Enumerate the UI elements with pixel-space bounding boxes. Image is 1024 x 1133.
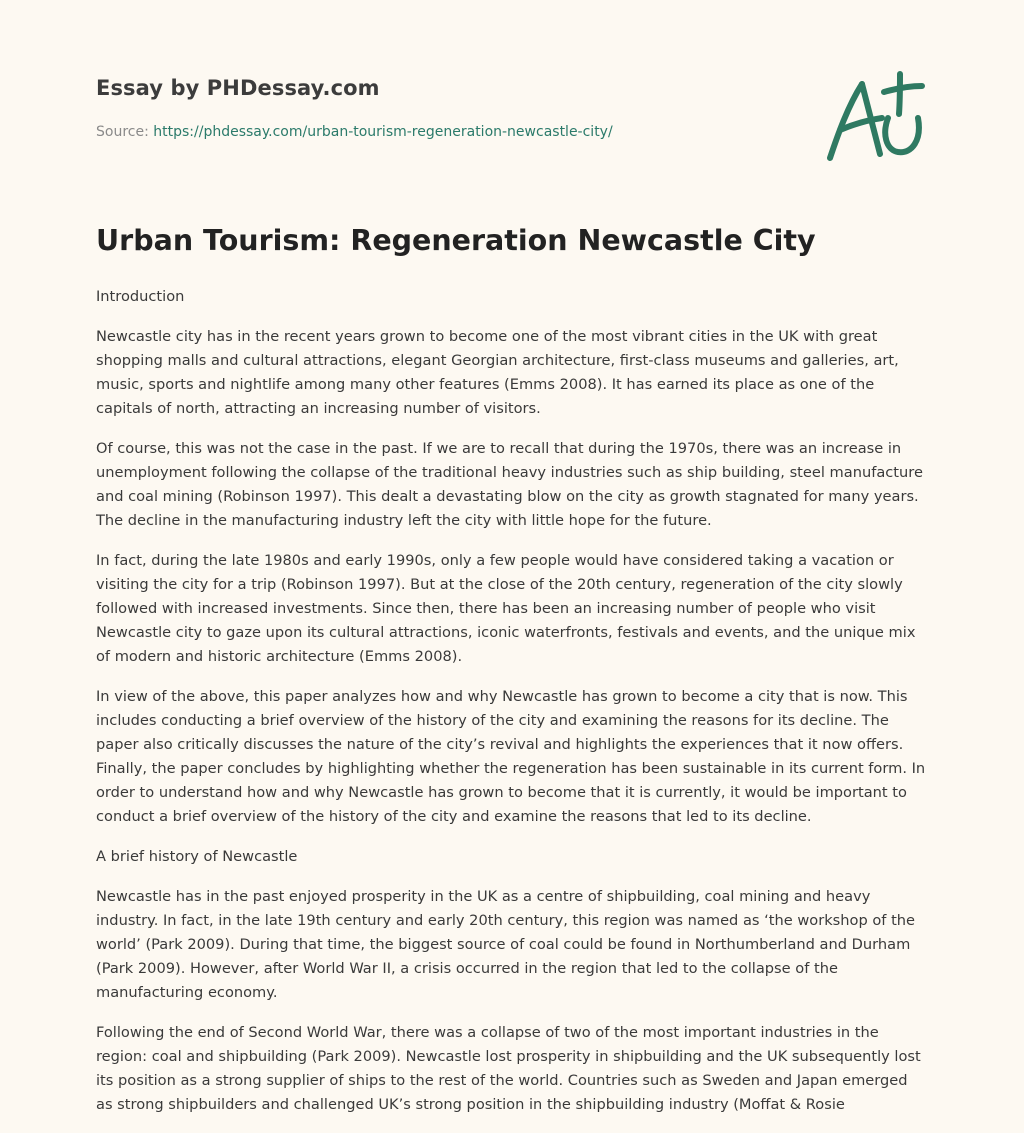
essay-body	[96, 285, 928, 1133]
source-link[interactable]: https://phdessay.com/urban-tourism-regeneration-newcastle-city/	[153, 124, 613, 140]
a-plus-logo-icon	[824, 68, 928, 164]
paragraph: Newcastle city has in the recent years grown to become one of the most vibrant cities in the UK with great shopping malls and cultural attractions, elegant Georgian architecture, first-class museums and galleries, art, music, sports and nightlife among many other features (Emms 2008). It has earned its place as one of the capitals of north, attracting an increasing number of visitors.	[96, 328, 899, 417]
paragraph: In view of the above, this paper analyzes how and why Newcastle has grown to become a city that is now. This includes conducting a brief overview of the history of the city and examining the reasons for its decline. The paper also critically discusses the nature of the city’s revival and highlights the experiences that it now offers. Finally, the paper concludes by highlighting whether the regeneration has been sustainable in its current form. In order to understand how and why Newcastle has grown to become that it is currently, it would be important to conduct a brief overview of the history of the city and examine the reasons that led to its decline.	[96, 688, 926, 825]
paragraph: Of course, this was not the case in the past. If we are to recall that during the 1970s, there was an increase in unemployment following the collapse of the traditional heavy industries such as ship building, steel manufacture and coal mining (Robinson 1997). This dealt a devastating blow on the city as growth stagnated for many years. The decline in the manufacturing industry left the city with little hope for the future.	[96, 440, 923, 529]
essay-title: Urban Tourism: Regeneration Newcastle City	[96, 224, 816, 257]
site-title: Essay by PHDessay.com	[96, 76, 380, 100]
section-heading: A brief history of Newcastle	[96, 848, 298, 865]
section-heading: Introduction	[96, 288, 185, 305]
paragraph: In fact, during the late 1980s and early 1990s, only a few people would have considered taking a vacation or visiting the city for a trip (Robinson 1997). But at the close of the 20th century, regeneration of the city slowly followed with increased investments. Since then, there has been an increasing number of people who visit Newcastle city to gaze upon its cultural attractions, iconic waterfronts, festivals and events, and the unique mix of modern and historic architecture (Emms 2008).	[96, 552, 916, 665]
paragraph: Newcastle has in the past enjoyed prosperity in the UK as a centre of shipbuilding, coal mining and heavy industry. In fact, in the late 19th century and early 20th century, this region was named as ‘the workshop of the world’ (Park 2009). During that time, the biggest source of coal could be found in Northumberland and Durham (Park 2009). However, after World War II, a crisis occurred in the region that led to the collapse of the manufacturing economy.	[96, 888, 916, 1001]
paragraph: Following the end of Second World War, there was a collapse of two of the most important industries in the region: coal and shipbuilding (Park 2009). Newcastle lost prosperity in shipbuilding and the UK subsequently lost its position as a strong supplier of ships to the rest of the world. Countries such as Sweden and Japan emerged as strong shipbuilders and challenged UK’s strong position in the shipbuilding industry (Moffat & Rosie	[96, 1024, 921, 1113]
source-label: Source:	[96, 124, 154, 140]
source-line	[96, 124, 613, 140]
